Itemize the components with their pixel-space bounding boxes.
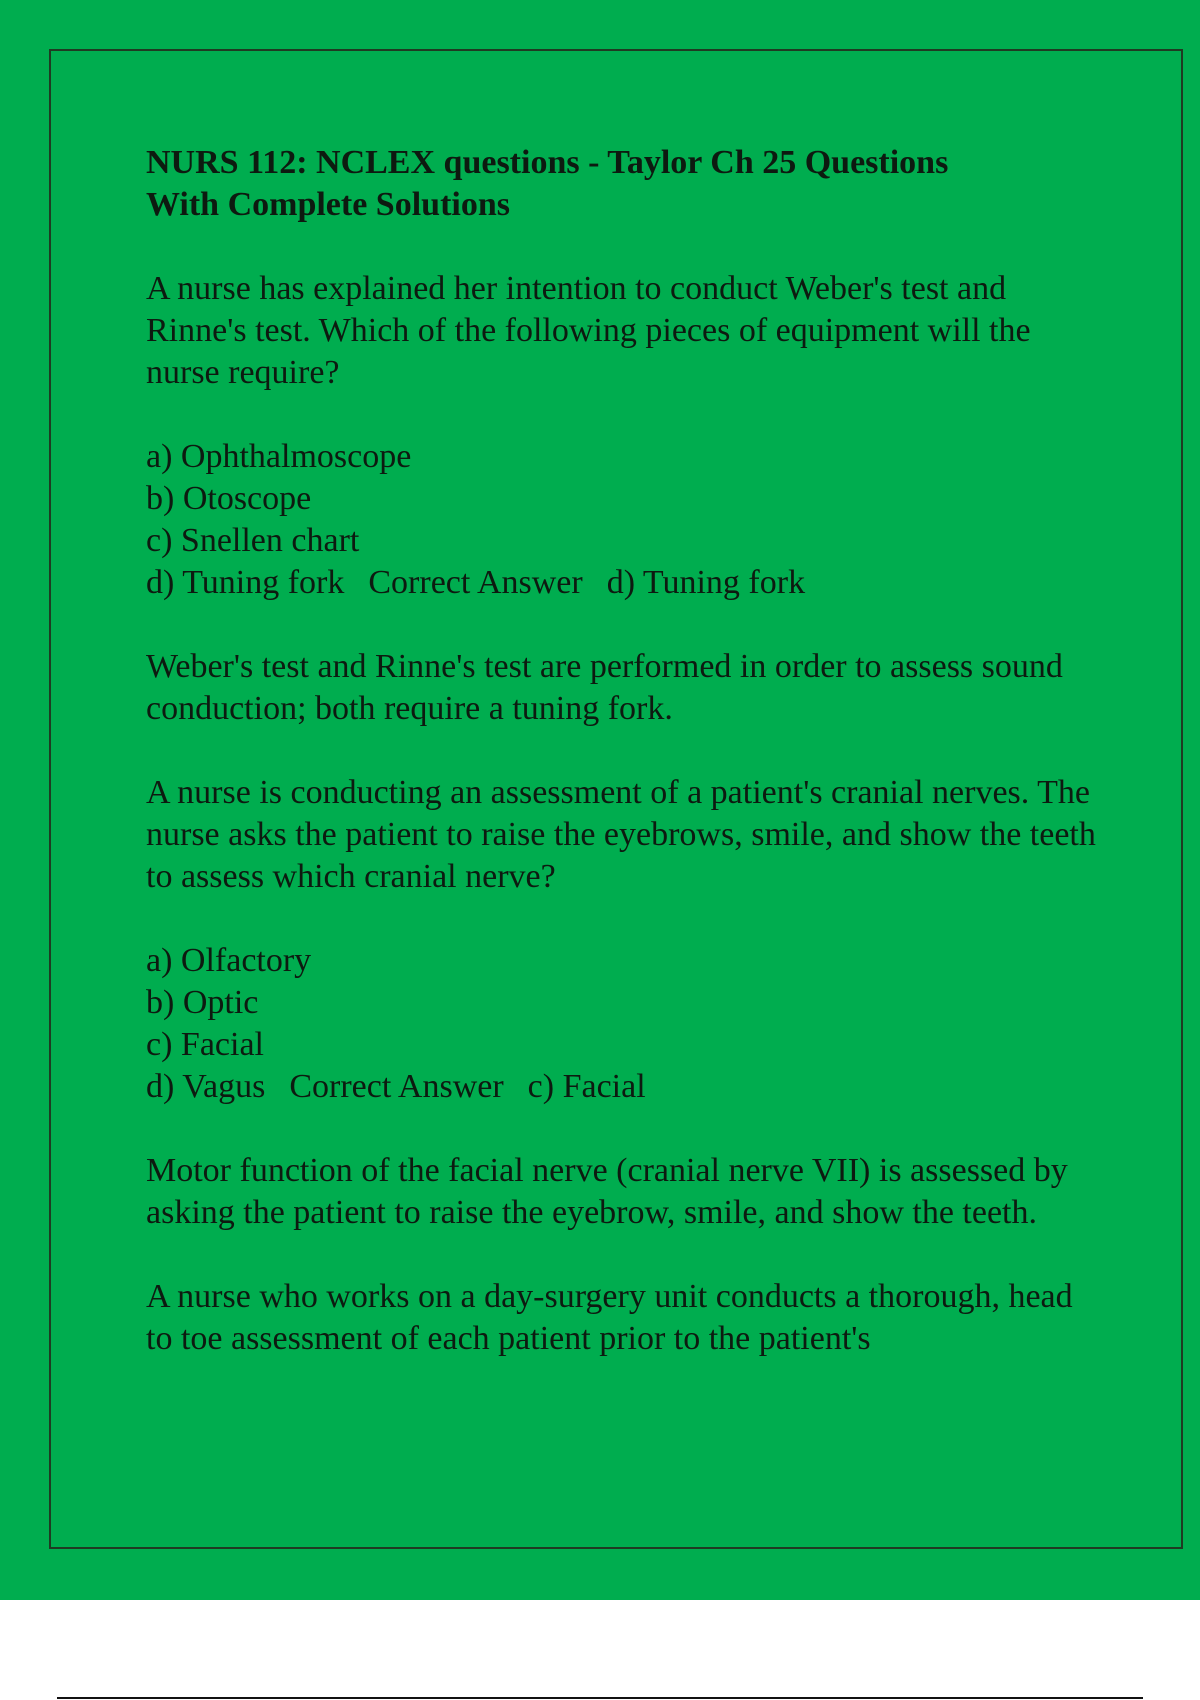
question-2-options (146, 940, 1106, 1108)
question-1-option-d-row (146, 562, 1106, 604)
page-divider (57, 1697, 1143, 1699)
question-2-option-d: d) Vagus (146, 1068, 266, 1105)
question-2-option-b: b) Optic (146, 984, 259, 1021)
question-1-correct-value: d) Tuning fork (606, 564, 806, 601)
title-line-1: NURS 112: NCLEX questions - Taylor Ch 25 Questions (146, 144, 949, 181)
question-2-correct-label: Correct Answer (289, 1068, 504, 1105)
document-title (146, 142, 1106, 226)
question-1-option-c: c) Snellen chart (146, 522, 360, 559)
question-2-text: A nurse is conducting an assessment of a patient's cranial nerves. The nurse asks the patient to raise the eyebrows, smile, and show the teeth to assess which cranial nerve? (146, 774, 1096, 895)
question-2-rationale: Motor function of the facial nerve (cranial nerve VII) is assessed by asking the patient to raise the eyebrow, smile, and show the teeth. (146, 1152, 1068, 1231)
question-2-correct-value: c) Facial (527, 1068, 646, 1105)
question-1-option-b: b) Otoscope (146, 480, 312, 517)
question-1-options (146, 436, 1106, 604)
question-1-option-d: d) Tuning fork (146, 564, 345, 601)
title-line-2: With Complete Solutions (146, 186, 510, 223)
question-1-correct-label: Correct Answer (368, 564, 583, 601)
question-1-text: A nurse has explained her intention to conduct Weber's test and Rinne's test. Which of the following pieces of equipment will the nurse require? (146, 270, 1031, 391)
question-3-partial-text: A nurse who works on a day-surgery unit conducts a thorough, head to toe assessment of each patient prior to the patient's (146, 1278, 1073, 1357)
question-2-option-c: c) Facial (146, 1026, 264, 1063)
document-content (146, 142, 1106, 1402)
question-2-option-a: a) Olfactory (146, 942, 312, 979)
question-1-option-a: a) Ophthalmoscope (146, 438, 412, 475)
question-2-option-d-row (146, 1066, 1106, 1108)
question-1-rationale: Weber's test and Rinne's test are performed in order to assess sound conduction; both require a tuning fork. (146, 648, 1063, 727)
